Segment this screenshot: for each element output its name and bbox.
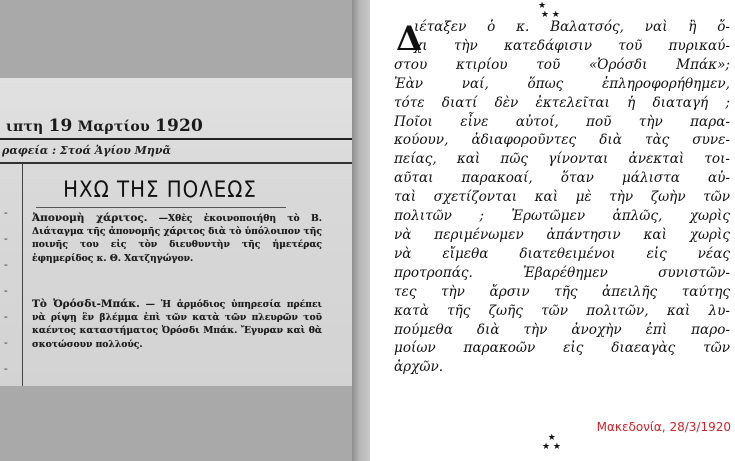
transcription-line: τες τὴν ἄρσιν τῆς ἀπειλῆς ταύτης xyxy=(394,283,730,300)
drop-cap: Δ xyxy=(396,19,423,59)
clipping-date-line xyxy=(0,110,352,138)
transcription-line: αῦται παρακοαί, ὅταν μάλιστα αὐ- xyxy=(394,170,730,187)
clipping-item-orosdi-back xyxy=(32,298,322,351)
transcription-line: κατὰ τῆς ζωῆς τῶν πολιτῶν, καὶ λυ- xyxy=(394,302,730,319)
left-column-fragments: - - - - - - - xyxy=(4,206,8,375)
transcription-line: πείας, καὶ πῶς γίνονται ἀνεκταὶ τοι- xyxy=(394,151,730,168)
masthead-rule-bottom xyxy=(0,162,352,164)
clipping-headline: ΗΧΩ ΤΗΣ ΠΟΛΕΩΣ xyxy=(63,178,257,203)
stars-ornament-top: ★ ★ ★ xyxy=(538,1,560,20)
transcription-line: πούμεθα διὰ τὴν ἀνοχὴν ἐπὶ παρο- xyxy=(394,321,730,338)
column-rule xyxy=(22,164,23,386)
transcription-text xyxy=(394,18,730,377)
transcription-panel xyxy=(370,0,735,461)
transcription-line: πολιτῶν ; Ἐρωτῶμεν ἁπλῶς, χωρὶς xyxy=(394,208,730,225)
transcription-line: ἀρχῶν. xyxy=(394,359,444,376)
transcription-line: Ἐὰν ναί, ὅπως ἐπληροφορήθημεν, xyxy=(394,75,730,92)
clipping-office-line: ραφεία : Στοά Ἁγίου Μηνᾶ xyxy=(2,144,171,157)
stars-ornament-bottom: ★ ★ ★ xyxy=(542,433,561,452)
transcription-line: στου κτιρίου τοῦ «Ὀρόσδι Μπάκ»; xyxy=(394,56,730,73)
date-month: Μαρτίου xyxy=(77,119,150,135)
transcription-line: τότε διατί δὲν ἐκτελεῖται ἡ διαταγή ; xyxy=(394,94,730,111)
item1-title: Ἀπονομὴ χάριτος. xyxy=(32,212,148,224)
item1-text: —Χθὲς ἐκοινοποιήθη τὸ Β. Διάταγμα τῆς ἀπονομῆς χάριτος διὰ τὸ ὑπόλοιπον τῆς ποινῆς του εἰς τὸν διευθυντὴν τῆς ἡμετέρας ἐφημερίδος κ. Θ. Χατζηγώγον. xyxy=(32,213,322,264)
transcription-line: ιέταξεν ὁ κ. Βαλατσός, ναὶ ἢ ὄ- xyxy=(414,19,730,35)
transcription-line: νὰ εἴμεθα διατεθειμένοι εἰς νέας xyxy=(394,245,730,262)
clipping-item-pardon xyxy=(32,212,322,265)
date-prefix: ιπτη xyxy=(6,119,44,135)
date-day: 19 xyxy=(48,116,73,136)
transcription-line: προτροπάς. Ἐβαρέθημεν συνιστῶν- xyxy=(394,264,730,281)
transcription-line: κούουν, ἀδιαφοροῦντες διὰ τὰς συνε- xyxy=(394,132,730,149)
transcription-line: χι τὴν κατεδάφισιν τοῦ πυρικαύ- xyxy=(414,37,730,54)
source-citation: Μακεδονία, 28/3/1920 xyxy=(596,420,731,434)
item2-title: Τὸ Ὀρόσδι-Μπάκ. xyxy=(32,298,140,310)
transcription-line: μοίων παρακοῶν εἰς διαεαγὰς τῶν xyxy=(394,340,730,357)
date-year: 1920 xyxy=(154,116,204,136)
newspaper-clipping-panel xyxy=(0,0,352,461)
transcription-line: ταὶ σχετίζονται καὶ μὲ τὴν ζωὴν τῶν xyxy=(394,189,730,206)
transcription-line: νὰ περιμένωμεν ἀπάντησιν καὶ χωρὶς xyxy=(394,226,730,243)
item2-text: — Ἡ ἁρμόδιος ὑπηρεσία πρέπει νὰ ρίψῃ ἓν βλέμμα ἐπὶ τῶν κατὰ τῶν πλευρῶν τοῦ καέντος καταστήματος Ὀρόσδι Μπάκ. Ἔγυραν καὶ θὰ σκοτώσουν πολλούς. xyxy=(32,299,323,350)
panel-divider xyxy=(352,0,370,461)
transcription-line: Ποῖοι εἶνε αὐτοί, ποῦ τὴν παρα- xyxy=(394,113,730,130)
